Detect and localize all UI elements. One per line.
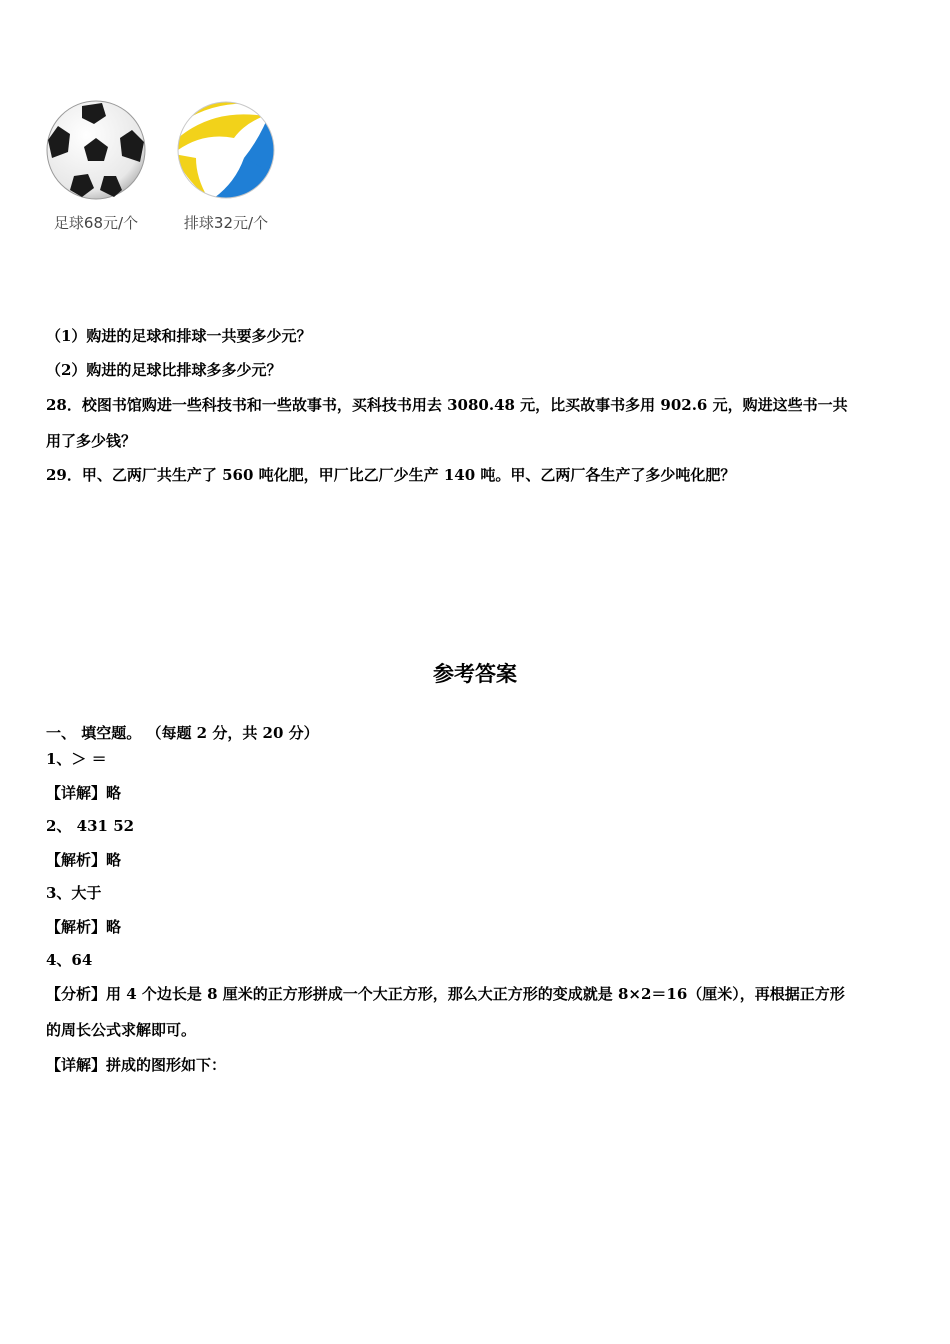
answers-title: 参考答案 <box>433 661 517 686</box>
soccer-ball-image <box>44 98 148 202</box>
answer-1-note: 【详解】略 <box>46 784 122 802</box>
question-29: 29．甲、乙两厂共生产了 560 吨化肥，甲厂比乙厂少生产 140 吨。甲、乙两厂各生产了多少吨化肥？ <box>46 466 736 484</box>
answer-2-note: 【解析】略 <box>46 851 122 869</box>
volleyball-image <box>174 98 278 202</box>
volleyball-price-label: 排球32元/个 <box>183 214 269 232</box>
answer-4-analysis-line-1: 【分析】用 4 个边长是 8 厘米的正方形拼成一个大正方形，那么大正方形的变成就是 8×2＝16（厘米），再根据正方形 <box>46 985 845 1003</box>
soccer-ball-card <box>41 98 151 233</box>
soccer-price-label: 足球68元/个 <box>53 214 139 232</box>
question-28-line-2: 用了多少钱？ <box>46 432 137 450</box>
question-27-part-2: （2）购进的足球比排球多多少元？ <box>46 361 282 379</box>
answer-3-note: 【解析】略 <box>46 918 122 936</box>
answer-1: 1、＞ ＝ <box>46 750 107 768</box>
volleyball-card <box>171 98 281 233</box>
answer-4-detail: 【详解】拼成的图形如下： <box>46 1056 227 1074</box>
answer-4: 4、64 <box>46 951 93 969</box>
answer-2: 2、 431 52 <box>46 817 135 835</box>
answer-3: 3、大于 <box>46 884 102 902</box>
question-27-part-1: （1）购进的足球和排球一共要多少元？ <box>46 327 312 345</box>
answer-4-analysis-line-2: 的周长公式求解即可。 <box>46 1021 197 1039</box>
answers-section-1-header: 一、 填空题。 （每题 2 分，共 20 分） <box>46 724 319 742</box>
question-28-line-1: 28．校图书馆购进一些科技书和一些故事书，买科技书用去 3080.48 元，比买故事书多用 902.6 元，购进这些书一共 <box>46 396 848 414</box>
